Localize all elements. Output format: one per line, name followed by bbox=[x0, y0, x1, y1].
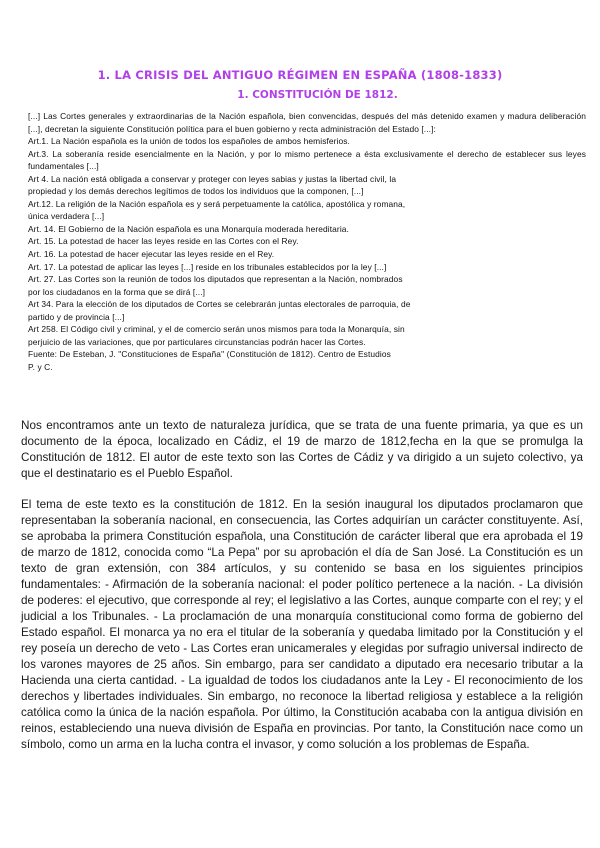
source-line: Art. 14. El Gobierno de la Nación española es una Monarquía moderada hereditaria. bbox=[28, 223, 349, 234]
source-line: Art 34. Para la elección de los diputados de Cortes se celebrarán juntas electorales de parroquia, de bbox=[28, 299, 411, 310]
source-line: propiedad y los demás derechos legítimos de todos los individuos que la componen, [...] bbox=[28, 186, 364, 197]
source-line: Art 258. El Código civil y criminal, y el de comercio serán unos mismos para toda la Monarquía, sin bbox=[28, 324, 405, 335]
commentary-paragraph-1: Nos encontramos ante un texto de naturaleza jurídica, que se trata de una fuente primaria, ya que es un documento de la época, localizado en Cádiz, el 19 de marzo de 1812,fecha en la que se promulga la Constitución de 1812. El autor de este texto son las Cortes de Cádiz y va dirigido a un sujeto colectivo, ya que el destinatario es el Pueblo Español. bbox=[21, 419, 583, 480]
source-line: Art.1. La Nación española es la unión de todos los españoles de ambos hemisferios. bbox=[28, 136, 350, 147]
source-line: Art. 27. Las Cortes son la reunión de todos los diputados que representan a la Nación, nombrados bbox=[28, 274, 403, 285]
page-title: 1. LA CRISIS DEL ANTIGUO RÉGIMEN EN ESPAÑA (1808-1833) bbox=[97, 68, 503, 82]
source-line: perjuicio de las variaciones, que por particulares circunstancias podrán hacer las Cortes. bbox=[28, 336, 366, 347]
source-line: Art.12. La religión de la Nación española es y será perpetuamente la católica, apostólica y romana, bbox=[28, 198, 406, 209]
commentary-paragraph-2: El tema de este texto es la constitución de 1812. En la sesión inaugural los diputados proclamaron que representaban la soberanía nacional, en consecuencia, las Cortes adquirían un carácter constituyente. Así, se aprobaba la primera Constitución española, una Constitución de carácter liberal que era aprobada el 19 de marzo de 1812, conocida como “La Pepa” por su aprobación el día de San José. La Constitución es un texto de gran extensión, con 384 artículos, y su contenido se basa en los siguientes principios fundamentales: - Afirmación de la soberanía nacional: el poder político pertenece a la nación. - La división de poderes: el ejecutivo, que corresponde al rey; el legislativo a las Cortes, aunque comparte con el rey; y el judicial a los Tribunales. - La proclamación de una monarquía constitucional como forma de gobierno del Estado español. El monarca ya no era el titular de la soberanía y quedaba limitado por la Constitución y el rey poseía un derecho de veto - Las Cortes eran unicamerales y elegidas por sufragio universal indirecto de los varones mayores de 25 años. Sin embargo, para ser candidato a diputado era necesario tributar a la Hacienda una cierta cantidad. - La igualdad de todos los ciudadanos ante la Ley - El reconocimiento de los derechos y libertades individuales. Sin embargo, no reconoce la libertad religiosa y establece a la religión católica como la única de la nación española. Por último, la Constitución acababa con la antigua división en reinos, estableciendo una nueva división de España en provincias. Por tanto, la Constitución nace como un símbolo, como un arma en la lucha contra el invasor, y como solución a los problemas de España. bbox=[21, 498, 583, 751]
source-line: por los ciudadanos en la forma que se dirá [...] bbox=[28, 286, 206, 297]
source-line: Art. 15. La potestad de hacer las leyes reside en las Cortes con el Rey. bbox=[28, 236, 299, 247]
source-line: única verdadera [...] bbox=[28, 211, 105, 222]
source-line: partido y de provincia [...] bbox=[28, 311, 125, 322]
source-citation: P. y C. bbox=[28, 361, 53, 372]
source-text-block bbox=[28, 110, 586, 373]
source-line: Art 4. La nación está obligada a conservar y proteger con leyes sabias y justas la libertad civil, la bbox=[28, 173, 397, 184]
source-citation: Fuente: De Esteban, J. "Constituciones de España" (Constitución de 1812). Centro de Estudios bbox=[28, 349, 391, 360]
source-intro: [...] Las Cortes generales y extraordinarias de la Nación española, bien convencidas, después del más detenido examen y madura deliberación [...], decretan la siguiente Constitución política para el buen gobierno y recta administración del Estado [...]: bbox=[28, 111, 586, 134]
source-line: Art. 16. La potestad de hacer ejecutar las leyes reside en el Rey. bbox=[28, 249, 275, 260]
source-line: Art. 17. La potestad de aplicar las leyes [...] reside en los tribunales establecidos por la ley [...] bbox=[28, 261, 387, 272]
section-subtitle: 1. CONSTITUCIÓN DE 1812. bbox=[237, 89, 398, 101]
source-line: Art.3. La soberanía reside esencialmente en la Nación, y por lo mismo pertenece a ésta exclusivamente el derecho de establecer sus leyes fundamentales [...] bbox=[28, 148, 586, 172]
